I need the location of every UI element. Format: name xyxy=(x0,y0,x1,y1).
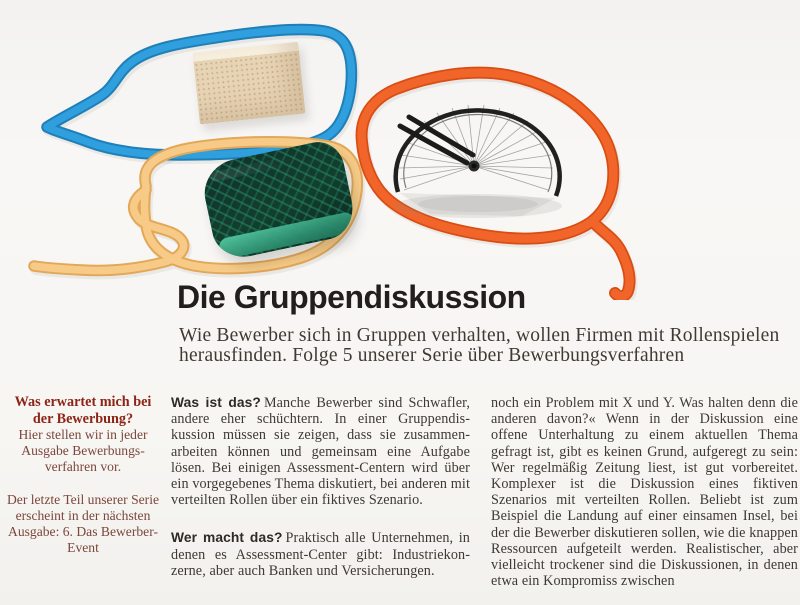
paragraph-text: Manche Bewerber sind Schwafler, andere eher schüchtern. In einer Gruppendiskussion müssen sie zeigen, dass sie zusammenarbeiten können und gemeinsam eine Aufgabe lösen. Bei einigen Assessment-Centern wird über ein vorgegebenes Thema diskutiert, bei anderen mit verteilten Rollen über ein fiktives Szenario. xyxy=(171,395,471,509)
paragraph-was-ist-das xyxy=(171,395,470,508)
sidebar-intro: Hier stellen wir in jeder Ausgabe Bewerbungsverfahren vor. xyxy=(18,427,148,475)
paragraph-lead: Was ist das? xyxy=(171,395,261,410)
sidebar xyxy=(0,394,166,556)
bicycle-wheel-image xyxy=(394,105,562,218)
sidebar-heading: Was erwartet mich bei der Bewerbung? xyxy=(14,394,152,427)
plasticine-illustration xyxy=(0,0,800,300)
orange-bubble-rope xyxy=(362,73,630,297)
paragraph-lead: Wer macht das? xyxy=(171,530,283,546)
adhesive-plaster-image xyxy=(193,42,306,125)
page-title: Die Gruppendiskussion xyxy=(177,279,526,315)
sidebar-note: Der letzte Teil unserer Serie erscheint in der nächsten Ausgabe: 6. Das Bewerber-Event xyxy=(6,491,160,556)
article-column-2 xyxy=(491,395,798,589)
page-subtitle: Wie Bewerber sich in Gruppen verhalten, wollen Firmen mit Rollenspielen herausfinden. Folge 5 unserer Serie über Bewerbungsverfahren xyxy=(179,325,780,366)
paragraph-wer-macht-das xyxy=(171,530,470,579)
paragraph-continuation: noch ein Problem mit X und Y. Was halten denn die anderen davon?« Wenn in der Diskussion eine offene Unterhaltung zu einem aktuellen Thema gefragt ist, gibt es keinen Grund, aufgeregt zu sein: Wer regelmäßig Zeitung liest, ist gut vorbereitet. Komplexer ist die Diskussion eines fiktiven Szenarios mit verteilten Rollen. Beliebt ist zum Beispiel die Landung auf einer einsamen Insel, bei der die Bewerber diskutieren sollen, wie die knappen Ressourcen aufgeteilt werden. Realistischer, aber vielleicht trockener sind die Diskussionen, in denen etwa ein Kompromiss zwischen xyxy=(491,395,798,590)
paragraph-text: Praktisch alle Unternehmen, in denen es Assessment-Center gibt: Industriekonzerne, aber auch Banken und Versicherungen. xyxy=(171,530,470,579)
article-column-1 xyxy=(171,395,470,579)
wheel-spokes xyxy=(399,105,553,190)
